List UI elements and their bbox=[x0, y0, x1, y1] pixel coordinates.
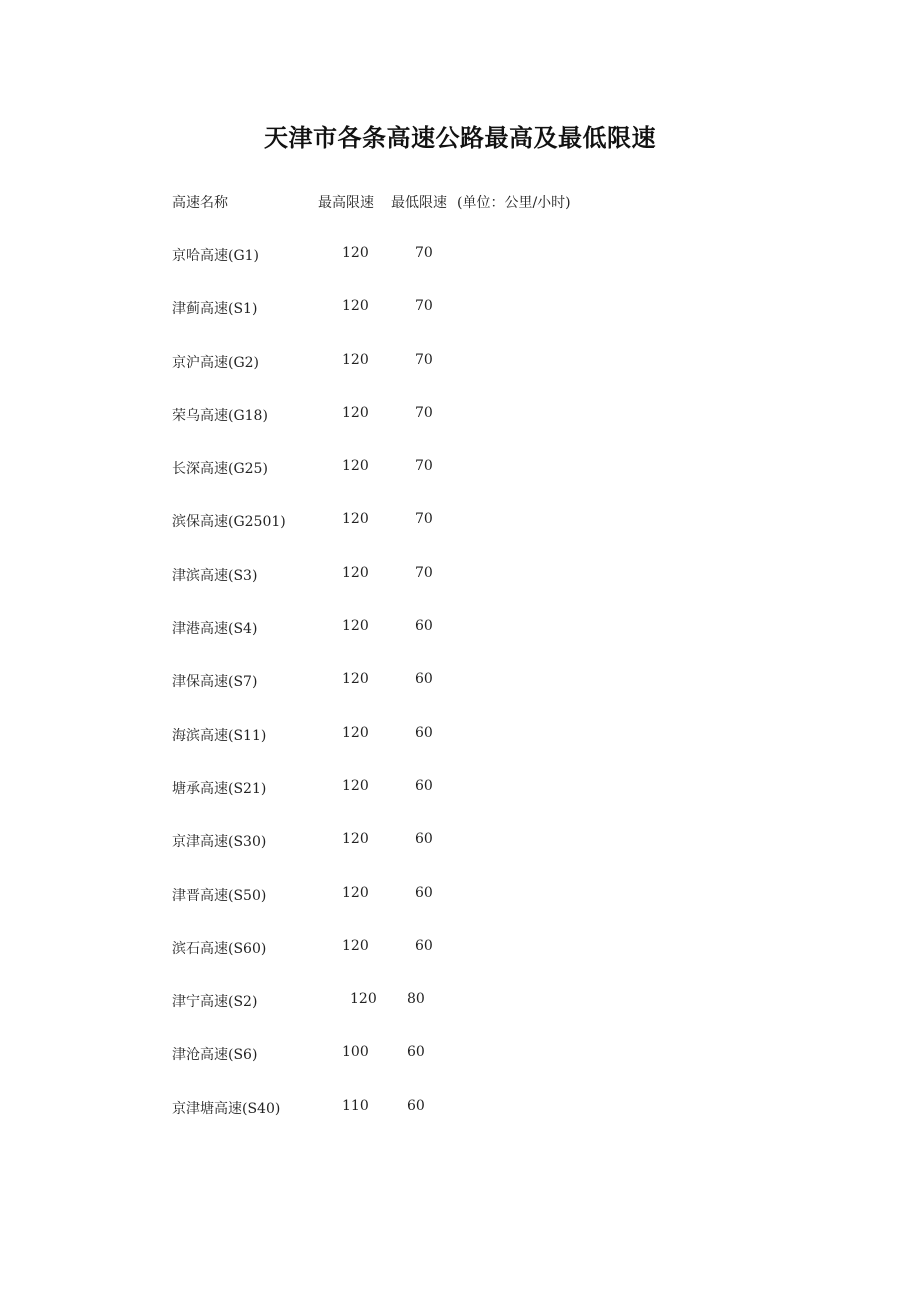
table-row bbox=[172, 1098, 772, 1151]
highway-name: 塘承高速(S21) bbox=[172, 780, 267, 797]
table-row bbox=[172, 352, 772, 405]
max-speed: 120 bbox=[342, 511, 369, 528]
min-speed: 70 bbox=[415, 564, 433, 581]
header-highway-name: 高速名称 bbox=[172, 195, 228, 211]
highway-name: 长深高速(G25) bbox=[172, 461, 268, 478]
min-speed: 70 bbox=[415, 351, 433, 368]
min-speed: 60 bbox=[407, 1044, 425, 1061]
table-row bbox=[172, 405, 772, 458]
table-row bbox=[172, 458, 772, 511]
min-speed: 60 bbox=[415, 884, 433, 901]
max-speed: 120 bbox=[342, 404, 369, 421]
min-speed: 60 bbox=[415, 724, 433, 741]
table-header bbox=[172, 192, 772, 214]
min-speed: 60 bbox=[415, 831, 433, 848]
min-speed: 60 bbox=[407, 1097, 425, 1114]
highway-name: 荣乌高速(G18) bbox=[172, 407, 268, 424]
highway-name: 津晋高速(S50) bbox=[172, 887, 267, 904]
page-title: 天津市各条高速公路最高及最低限速 bbox=[264, 124, 656, 152]
max-speed: 120 bbox=[342, 298, 369, 315]
header-max-speed: 最高限速 bbox=[318, 195, 374, 211]
highway-name: 京哈高速(G1) bbox=[172, 248, 260, 264]
max-speed: 120 bbox=[342, 777, 369, 794]
table-row bbox=[172, 1044, 772, 1097]
max-speed: 100 bbox=[342, 1044, 369, 1061]
table-row bbox=[172, 511, 772, 564]
highway-name: 津港高速(S4) bbox=[172, 621, 258, 638]
highway-name: 京津高速(S30) bbox=[172, 834, 267, 851]
max-speed: 120 bbox=[342, 671, 369, 688]
table-row bbox=[172, 778, 772, 831]
highway-name: 津蓟高速(S1) bbox=[172, 301, 258, 318]
max-speed: 120 bbox=[342, 937, 369, 954]
highway-name: 京津塘高速(S40) bbox=[172, 1100, 281, 1117]
max-speed: 120 bbox=[342, 245, 369, 261]
max-speed: 120 bbox=[342, 884, 369, 901]
highway-name: 京沪高速(G2) bbox=[172, 354, 260, 371]
max-speed: 120 bbox=[342, 831, 369, 848]
min-speed: 70 bbox=[415, 511, 433, 528]
max-speed: 120 bbox=[342, 564, 369, 581]
table-row bbox=[172, 991, 772, 1044]
header-unit: (单位：公里/小时) bbox=[457, 195, 571, 211]
table-row bbox=[172, 725, 772, 778]
table-row bbox=[172, 618, 772, 671]
max-speed: 110 bbox=[342, 1097, 369, 1114]
table-row bbox=[172, 245, 772, 298]
min-speed: 60 bbox=[415, 777, 433, 794]
highway-name: 津沧高速(S6) bbox=[172, 1047, 258, 1064]
table-row bbox=[172, 671, 772, 724]
min-speed: 70 bbox=[415, 245, 433, 261]
min-speed: 70 bbox=[415, 298, 433, 315]
highway-name: 津保高速(S7) bbox=[172, 674, 258, 691]
min-speed: 60 bbox=[415, 618, 433, 635]
min-speed: 60 bbox=[415, 671, 433, 688]
max-speed: 120 bbox=[342, 351, 369, 368]
highway-name: 滨保高速(G2501) bbox=[172, 514, 286, 531]
highway-name: 滨石高速(S60) bbox=[172, 940, 267, 957]
max-speed: 120 bbox=[342, 618, 369, 635]
min-speed: 70 bbox=[415, 404, 433, 421]
min-speed: 80 bbox=[407, 991, 425, 1008]
max-speed: 120 bbox=[350, 991, 377, 1008]
table-row bbox=[172, 831, 772, 884]
min-speed: 70 bbox=[415, 458, 433, 475]
table-row bbox=[172, 298, 772, 351]
highway-name: 津宁高速(S2) bbox=[172, 994, 258, 1011]
header-min-speed: 最低限速 bbox=[391, 195, 447, 211]
highway-name: 津滨高速(S3) bbox=[172, 567, 258, 584]
speed-limit-list bbox=[172, 245, 772, 1151]
table-row bbox=[172, 565, 772, 618]
max-speed: 120 bbox=[342, 458, 369, 475]
table-row bbox=[172, 885, 772, 938]
min-speed: 60 bbox=[415, 937, 433, 954]
table-row bbox=[172, 938, 772, 991]
max-speed: 120 bbox=[342, 724, 369, 741]
highway-name: 海滨高速(S11) bbox=[172, 727, 267, 744]
